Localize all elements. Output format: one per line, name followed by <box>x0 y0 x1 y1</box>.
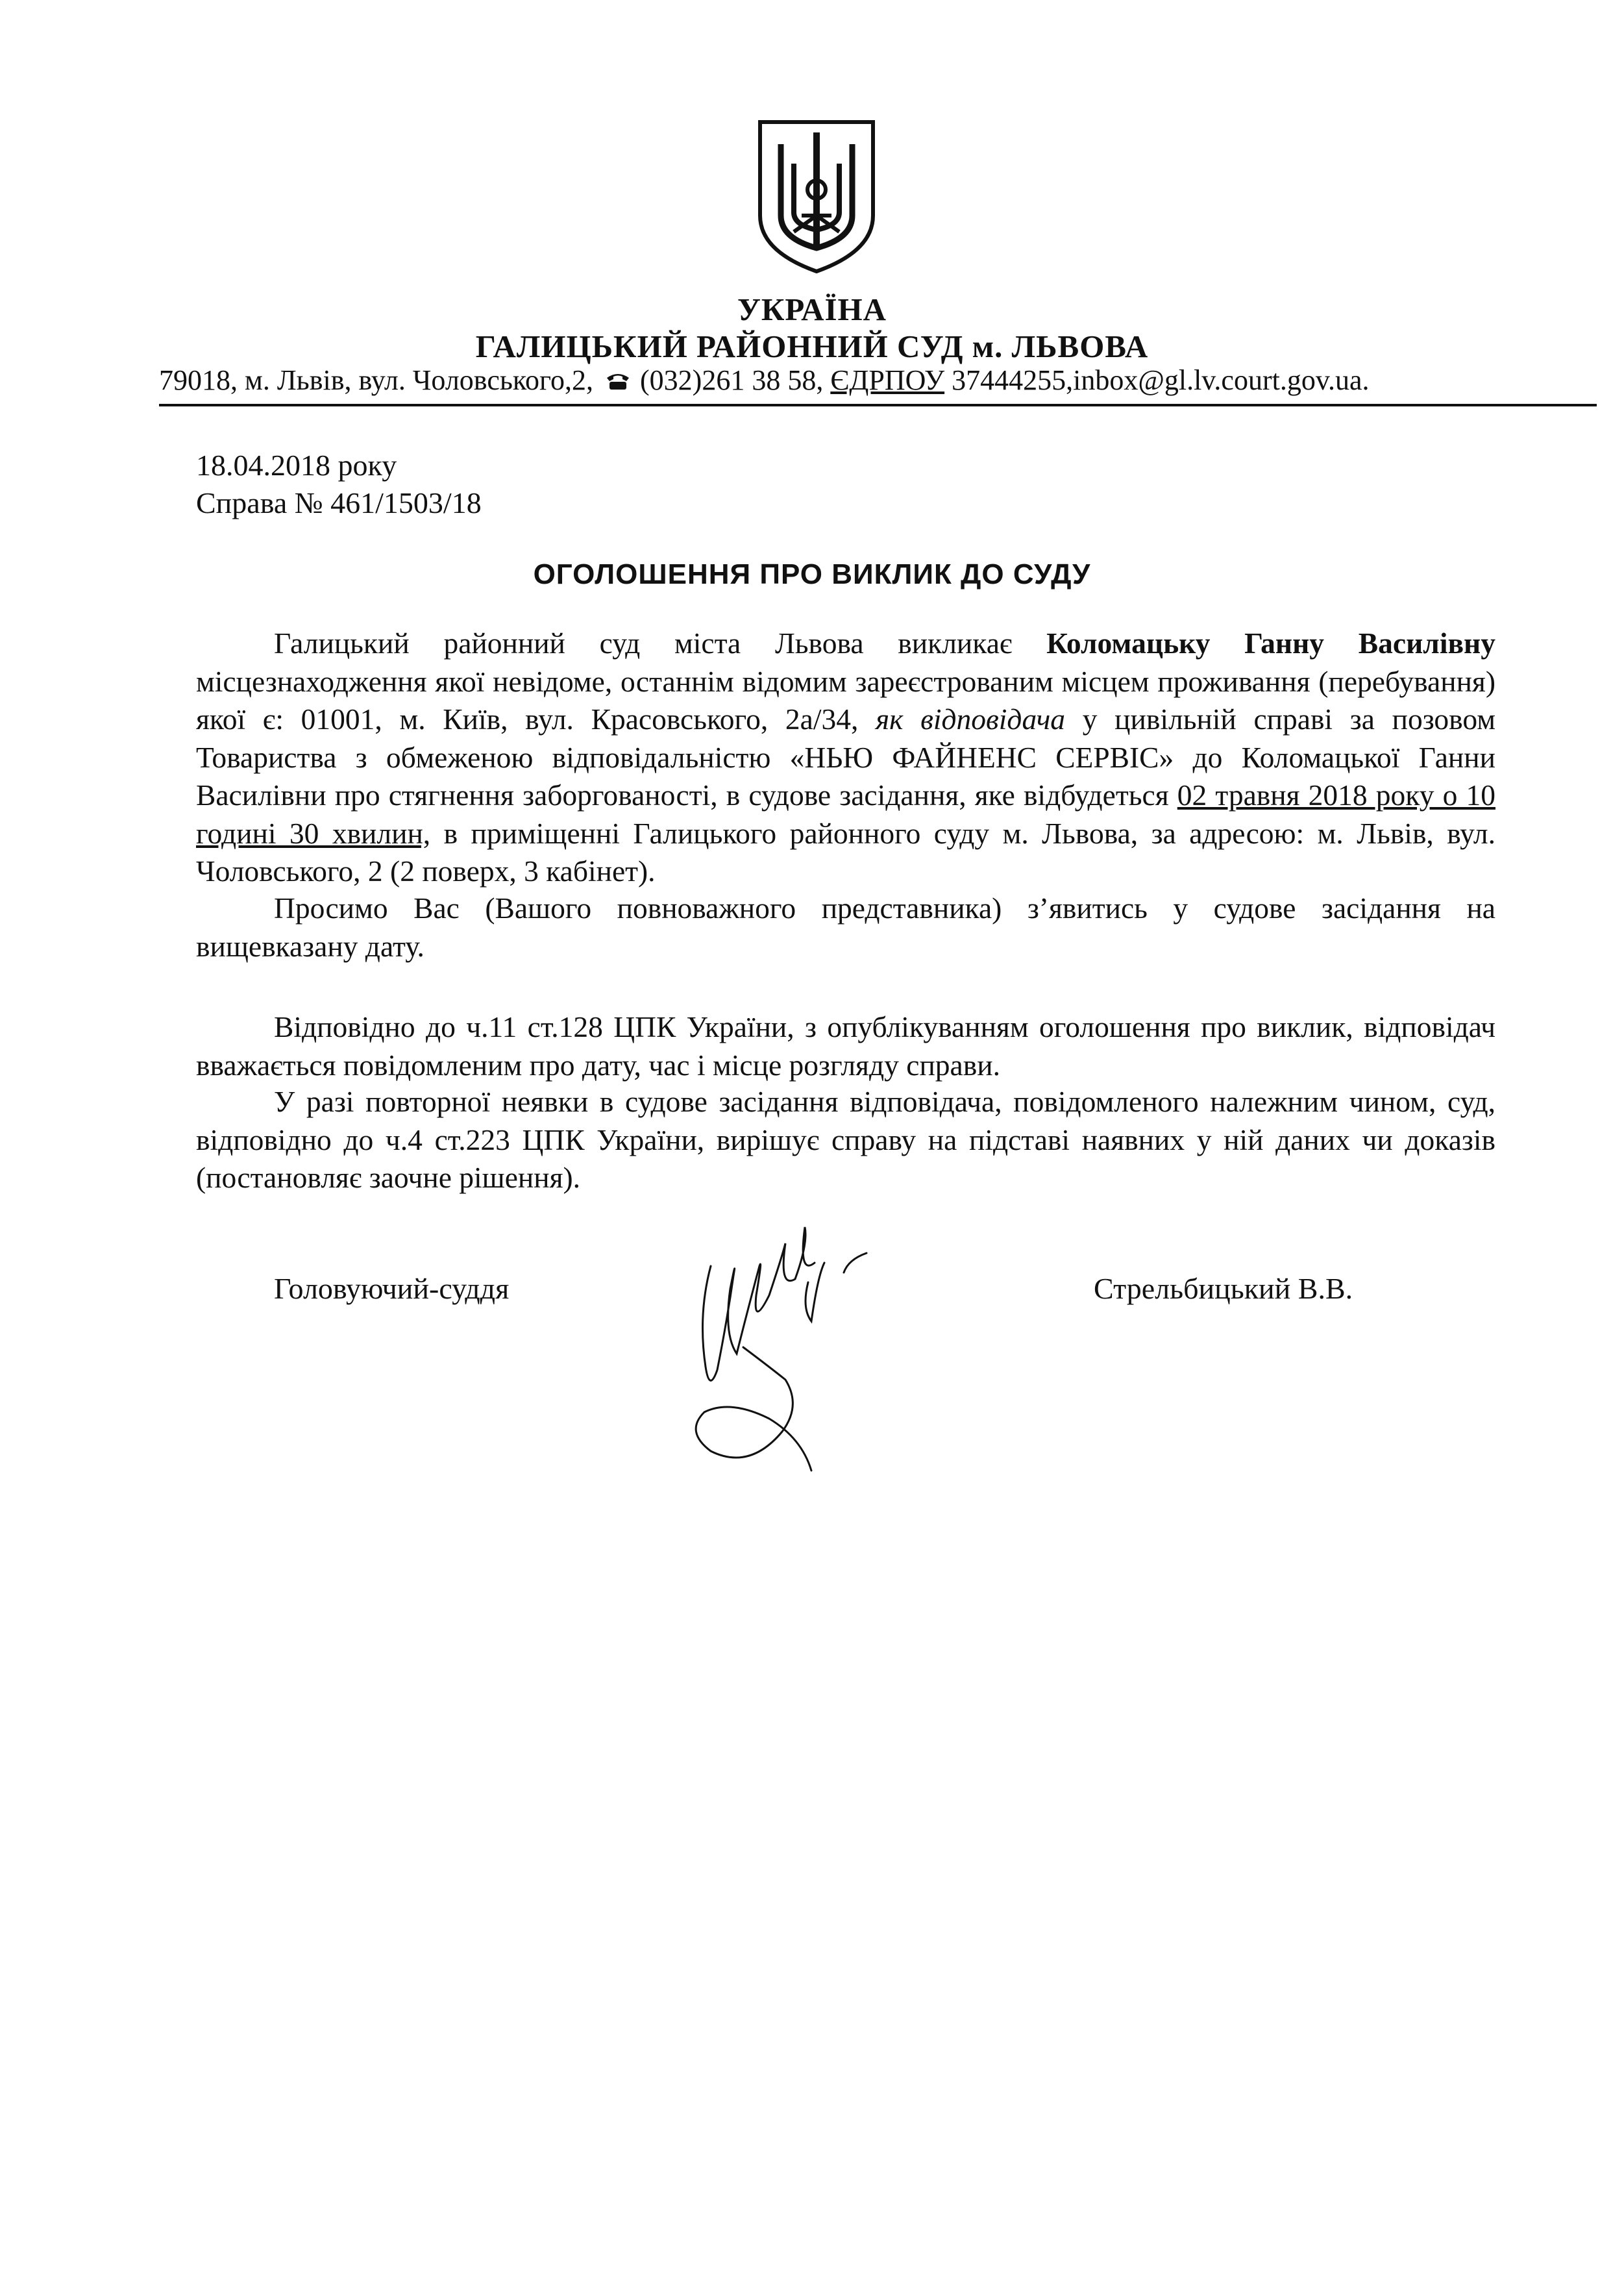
court-phone: (032)261 38 58, <box>640 364 824 396</box>
paragraph-notification <box>196 1008 1495 1084</box>
header-divider <box>159 404 1597 406</box>
summons-text-b: місцезнаходження якої невідоме, останнім відомим зареєстрованим місцем проживання (перебування) якої є: 01001, м. Київ, вул. Красовського, 2а/34, <box>196 664 1495 736</box>
defendant-name: Коломацьку Ганну Василівну <box>1046 627 1495 660</box>
case-number: Справа № 461/1503/18 <box>196 486 482 519</box>
phone-icon <box>606 371 630 391</box>
summons-text-a: Галицький районний суд міста Львова викликає <box>274 627 1047 660</box>
coat-of-arms-icon <box>755 118 878 275</box>
document-date: 18.04.2018 року <box>196 449 397 482</box>
summons-text-d: в приміщенні Галицького районного суду м. Львова, за адресою: м. Львів, вул. Чоловського, 2 (2 поверх, 3 кабінет). <box>196 816 1495 888</box>
paragraph-request <box>196 889 1495 965</box>
paragraph-summons <box>196 625 1495 891</box>
edrpou-label: ЄДРПОУ <box>830 364 945 396</box>
request-text: Просимо Вас (Вашого повноважного представника) з’явитись у судове засідання на вищевказану дату. <box>196 891 1495 963</box>
defendant-role: як відповідача <box>876 703 1066 736</box>
signatory-role: Головуючий-суддя <box>274 1272 510 1305</box>
court-address: 79018, м. Львів, вул. Чоловського,2, <box>159 364 594 396</box>
notification-text: Відповідно до ч.11 ст.128 ЦПК України, з опублікуванням оголошення про виклик, відповідач вважається повідомленим про дату, час і місце розгляду справи. <box>196 1010 1495 1082</box>
handwritten-signature <box>672 1217 905 1503</box>
hearing-datetime: 02 травня 2018 року о 10 годині 30 хвилин, <box>196 778 1496 850</box>
document-title: ОГОЛОШЕННЯ ПРО ВИКЛИК ДО СУДУ <box>533 558 1091 590</box>
default-judgment-text: У разі повторної неявки в судове засідання відповідача, повідомленого належним чином, суд, відповідно до ч.4 ст.223 ЦПК України, вирішує справу на підставі наявних у ній даних чи доказів (постановляє заочне рішення). <box>196 1085 1495 1194</box>
signatory-name: Стрельбицький В.В. <box>1094 1272 1353 1305</box>
summons-text-c: у цивільній справі за позовом Товариства з обмеженою відповідальністю «НЬЮ ФАЙНЕНС СЕРВІС» до Коломацької Ганни Василівни про стягнення заборгованості, в судове засідання, яке відбудеться <box>196 703 1496 812</box>
court-contact-line <box>159 364 1587 397</box>
paragraph-default-judgment <box>196 1083 1495 1197</box>
header-country: УКРАЇНА <box>737 292 887 327</box>
edrpou-and-email: 37444255,inbox@gl.lv.court.gov.ua. <box>952 364 1370 396</box>
header-court-name: ГАЛИЦЬКИЙ РАЙОННИЙ СУД м. ЛЬВОВА <box>475 329 1149 364</box>
